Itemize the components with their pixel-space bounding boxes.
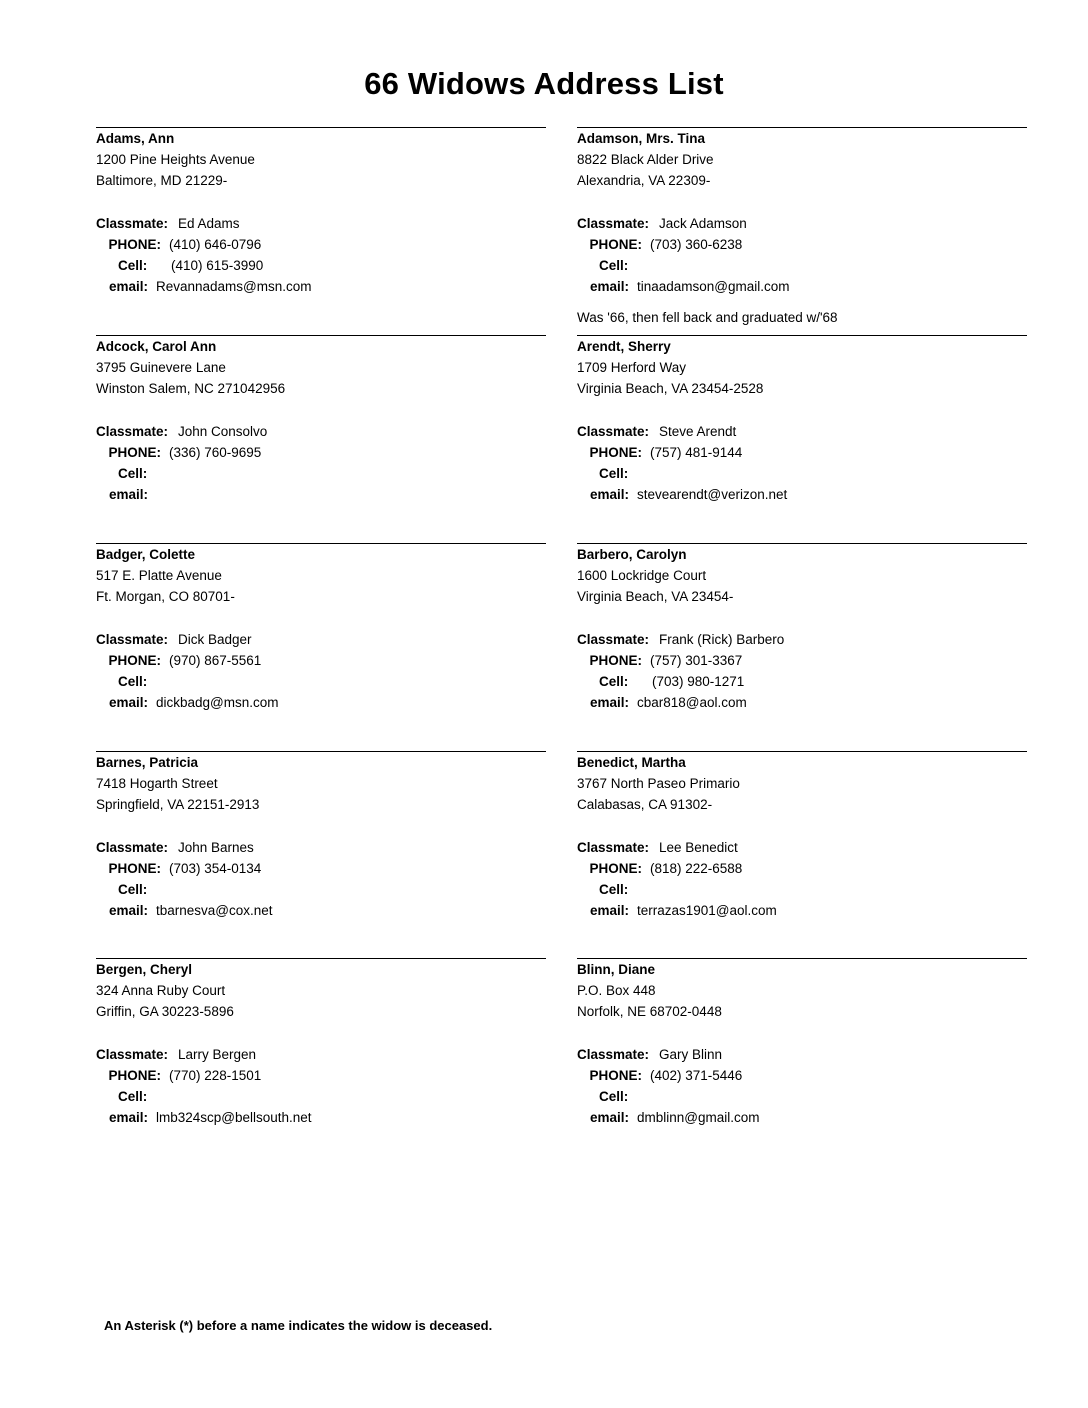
phone-row [96, 442, 546, 463]
classmate-label: Classmate: [96, 631, 169, 647]
phone-row [577, 234, 1027, 255]
cell-row [96, 255, 546, 276]
street-address: 7418 Hogarth Street [96, 776, 218, 792]
address-entry [577, 127, 1027, 335]
classmate-label: Classmate: [577, 631, 650, 647]
classmate-value: Ed Adams [178, 215, 240, 231]
phone-value: (818) 222-6588 [650, 860, 743, 876]
classmate-row [577, 837, 1027, 858]
email-row [577, 692, 1027, 713]
classmate-value: Frank (Rick) Barbero [659, 631, 785, 647]
address-entry [577, 958, 1027, 1166]
email-row [96, 1107, 546, 1128]
street-address: P.O. Box 448 [577, 983, 656, 999]
classmate-label: Classmate: [96, 1046, 169, 1062]
cell-row [577, 1086, 1027, 1107]
classmate-row [96, 837, 546, 858]
phone-label: PHONE: [589, 236, 642, 252]
phone-value: (336) 760-9695 [169, 444, 262, 460]
email-row [577, 484, 1027, 505]
cell-row [577, 879, 1027, 900]
classmate-label: Classmate: [96, 839, 169, 855]
city-state-zip: Springfield, VA 22151-2913 [96, 797, 260, 813]
classmate-row [96, 1044, 546, 1065]
phone-label: PHONE: [108, 652, 161, 668]
city-state-zip: Virginia Beach, VA 23454-2528 [577, 381, 764, 397]
footer-note: An Asterisk (*) before a name indicates the widow is deceased. [104, 1318, 493, 1333]
city-state-zip: Calabasas, CA 91302- [577, 797, 713, 813]
email-label: email: [589, 487, 629, 503]
widow-name: Adams, Ann [96, 131, 175, 146]
phone-row [577, 442, 1027, 463]
phone-value: (970) 867-5561 [169, 652, 262, 668]
email-label: email: [589, 695, 629, 711]
classmate-value: John Barnes [178, 839, 254, 855]
classmate-value: Dick Badger [178, 631, 252, 647]
phone-label: PHONE: [589, 444, 642, 460]
phone-label: PHONE: [589, 860, 642, 876]
street-address: 1600 Lockridge Court [577, 568, 707, 584]
phone-row [96, 1065, 546, 1086]
classmate-row [577, 629, 1027, 650]
classmate-label: Classmate: [577, 215, 650, 231]
cell-label: Cell: [118, 465, 148, 481]
phone-row [96, 858, 546, 879]
phone-label: PHONE: [108, 236, 161, 252]
street-address: 1200 Pine Heights Avenue [96, 152, 255, 168]
phone-row [96, 234, 546, 255]
cell-row [96, 1086, 546, 1107]
widow-name: Badger, Colette [96, 547, 196, 562]
cell-label: Cell: [599, 673, 629, 689]
street-address: 1709 Herford Way [577, 360, 687, 376]
phone-value: (770) 228-1501 [169, 1067, 262, 1083]
classmate-label: Classmate: [577, 839, 650, 855]
classmate-label: Classmate: [577, 1046, 650, 1062]
address-entry [96, 543, 546, 751]
cell-label: Cell: [599, 881, 629, 897]
page-title: 66 Widows Address List [364, 66, 724, 101]
phone-label: PHONE: [589, 1067, 642, 1083]
email-label: email: [108, 487, 148, 503]
street-address: 517 E. Platte Avenue [96, 568, 222, 584]
email-row [96, 692, 546, 713]
email-link[interactable]: dickbadg@msn.com [156, 695, 279, 711]
cell-label: Cell: [599, 465, 629, 481]
widow-name: Arendt, Sherry [577, 339, 671, 354]
phone-value: (757) 301-3367 [650, 652, 743, 668]
address-entry [577, 543, 1027, 751]
classmate-value: Lee Benedict [659, 839, 738, 855]
phone-row [577, 858, 1027, 879]
phone-value: (757) 481-9144 [650, 444, 743, 460]
cell-label: Cell: [599, 257, 629, 273]
cell-row [96, 879, 546, 900]
email-label: email: [589, 279, 629, 295]
address-entry [96, 751, 546, 959]
classmate-row [96, 213, 546, 234]
cell-row [96, 463, 546, 484]
phone-value: (410) 646-0796 [169, 236, 262, 252]
address-entry [577, 335, 1027, 543]
classmate-value: Jack Adamson [659, 215, 747, 231]
cell-value: (410) 615-3990 [171, 257, 264, 273]
classmate-label: Classmate: [96, 215, 169, 231]
widow-name: Blinn, Diane [577, 962, 656, 977]
city-state-zip: Norfolk, NE 68702-0448 [577, 1004, 722, 1020]
classmate-value: Steve Arendt [659, 423, 737, 439]
widow-name: Bergen, Cheryl [96, 962, 193, 977]
classmate-label: Classmate: [577, 423, 650, 439]
email-link[interactable]: stevearendt@verizon.net [637, 487, 788, 503]
email-label: email: [589, 1110, 629, 1126]
city-state-zip: Alexandria, VA 22309- [577, 173, 711, 189]
address-entry [96, 335, 546, 543]
email-link[interactable]: terrazas1901@aol.com [637, 903, 777, 919]
classmate-row [96, 421, 546, 442]
cell-label: Cell: [599, 1088, 629, 1104]
email-label: email: [589, 903, 629, 919]
city-state-zip: Virginia Beach, VA 23454- [577, 589, 734, 605]
classmate-row [96, 629, 546, 650]
classmate-value: John Consolvo [178, 423, 268, 439]
cell-row [577, 671, 1027, 692]
classmate-value: Gary Blinn [659, 1046, 723, 1062]
widow-name: Benedict, Martha [577, 755, 686, 770]
email-label: email: [108, 279, 148, 295]
widow-name: Barnes, Patricia [96, 755, 199, 770]
city-state-zip: Griffin, GA 30223-5896 [96, 1004, 234, 1020]
cell-label: Cell: [118, 257, 148, 273]
email-row [577, 900, 1027, 921]
email-link[interactable]: tbarnesva@cox.net [156, 903, 273, 919]
phone-row [577, 650, 1027, 671]
email-label: email: [108, 695, 148, 711]
cell-row [96, 671, 546, 692]
cell-value: (703) 980-1271 [652, 673, 745, 689]
email-row [577, 276, 1027, 297]
cell-label: Cell: [118, 1088, 148, 1104]
address-entry [577, 751, 1027, 959]
email-link[interactable]: cbar818@aol.com [637, 695, 747, 711]
widow-name: Adcock, Carol Ann [96, 339, 217, 354]
cell-row [577, 255, 1027, 276]
street-address: 8822 Black Alder Drive [577, 152, 714, 168]
phone-label: PHONE: [108, 1067, 161, 1083]
email-row [96, 900, 546, 921]
email-label: email: [108, 903, 148, 919]
cell-label: Cell: [118, 673, 148, 689]
phone-row [96, 650, 546, 671]
phone-label: PHONE: [108, 444, 161, 460]
email-link[interactable]: tinaadamson@gmail.com [637, 279, 790, 295]
city-state-zip: Ft. Morgan, CO 80701- [96, 589, 235, 605]
classmate-row [577, 213, 1027, 234]
email-row [577, 1107, 1027, 1128]
classmate-label: Classmate: [96, 423, 169, 439]
phone-value: (402) 371-5446 [650, 1067, 743, 1083]
cell-label: Cell: [118, 881, 148, 897]
classmate-row [577, 421, 1027, 442]
address-entry [96, 958, 546, 1166]
street-address: 324 Anna Ruby Court [96, 983, 226, 999]
cell-row [577, 463, 1027, 484]
city-state-zip: Baltimore, MD 21229- [96, 173, 228, 189]
phone-value: (703) 354-0134 [169, 860, 262, 876]
phone-label: PHONE: [108, 860, 161, 876]
city-state-zip: Winston Salem, NC 271042956 [96, 381, 286, 397]
classmate-row [577, 1044, 1027, 1065]
phone-value: (703) 360-6238 [650, 236, 743, 252]
widow-name: Adamson, Mrs. Tina [577, 131, 706, 146]
phone-label: PHONE: [589, 652, 642, 668]
street-address: 3767 North Paseo Primario [577, 776, 740, 792]
email-row [96, 276, 546, 297]
email-label: email: [108, 1110, 148, 1126]
email-link[interactable]: Revannadams@msn.com [156, 279, 312, 295]
classmate-value: Larry Bergen [178, 1046, 257, 1062]
street-address: 3795 Guinevere Lane [96, 360, 226, 376]
address-entry [96, 127, 546, 335]
widow-name: Barbero, Carolyn [577, 547, 687, 562]
phone-row [577, 1065, 1027, 1086]
email-row [96, 484, 546, 505]
email-link[interactable]: lmb324scp@bellsouth.net [156, 1110, 312, 1126]
entry-note: Was '66, then fell back and graduated w/'68 [577, 310, 838, 326]
email-link[interactable]: dmblinn@gmail.com [637, 1110, 760, 1126]
